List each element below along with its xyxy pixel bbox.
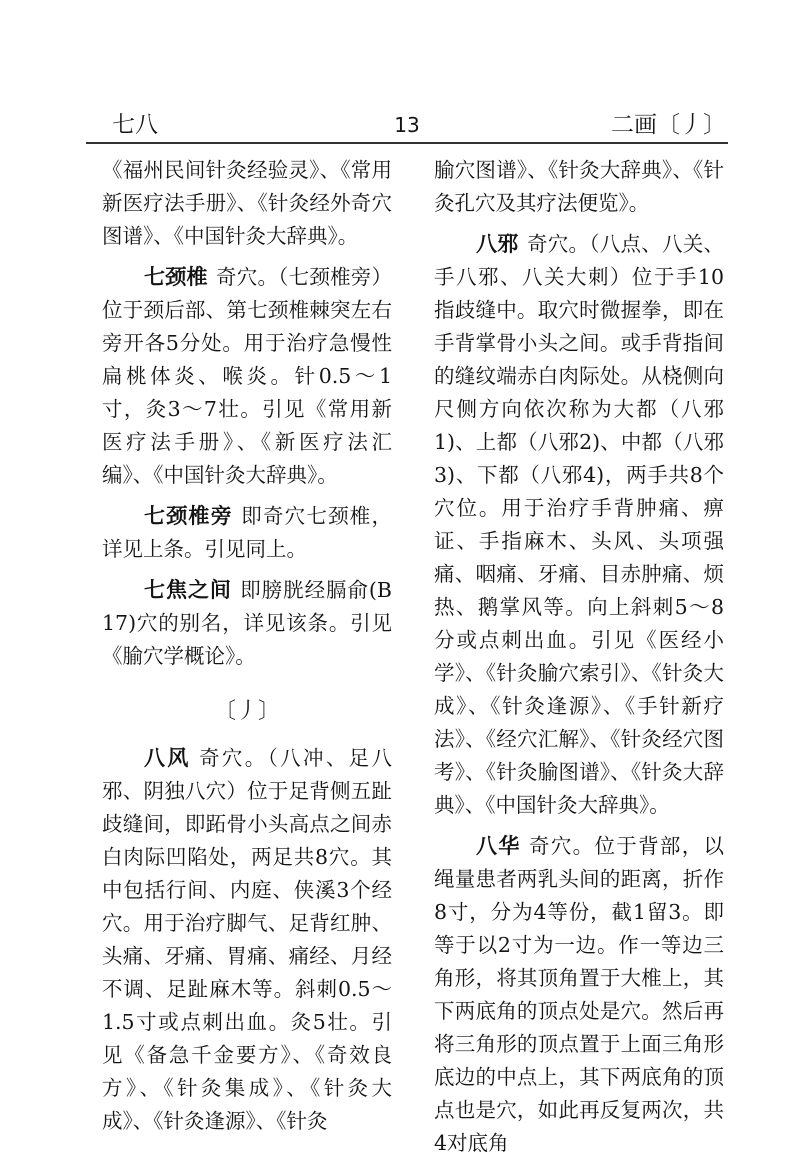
left-column [102, 154, 392, 1138]
entry-term: 八邪 [476, 232, 519, 256]
running-head-left: 七八 [112, 112, 158, 138]
entry-text: 奇穴。位于背部，以绳量患者两乳头间的距离，折作8寸，分为4等份，截1留3。即等于以2寸为一边。作一等边三角形，将其顶角置于大椎上，其下两底角的顶点处是穴。然后再将三角形的顶点置于上面三角形底边的中点上，其下两底角的顶点也是穴，如此再反复两次，共4对底角 [434, 834, 725, 1155]
continued-text: 《福州民间针灸经验灵》、《常用新医疗法手册》、《针灸经外奇穴图谱》、《中国针灸大辞典》。 [102, 158, 392, 248]
entry-bahua [434, 830, 724, 1160]
section-heading: 〔丿〕 [213, 699, 280, 724]
right-column [434, 154, 724, 1160]
entry-text: 奇穴。（八点、八关、手八邪、八关大刺）位于手10指歧缝中。取穴时微握拳，即在手背掌骨小头之间。或手背指间的缝纹端赤白肉际处。从桡侧向尺侧方向依次称为大都（八邪1)、上都（八邪2)、中都（八邪3)、下都（八邪4)，两手共8个穴位。用于治疗手背肿痛、痹证、手指麻木、头风、头项强痛、咽痛、牙痛、目赤肿痛、烦热、鹅掌风等。向上斜刺5～8分或点刺出血。引见《医经小学》、《针灸腧穴索引》、《针灸大成》、《针灸逢源》、《手针新疗法》、《经穴汇解》、《针灸经穴图考》、《针灸腧图谱》、《针灸大辞典》、《中国针灸大辞典》。 [434, 232, 725, 817]
page-number: 13 [394, 113, 420, 137]
entry-term: 八华 [476, 834, 521, 858]
entry-term: 七颈椎旁 [144, 504, 233, 528]
entry-qijingzhuipang [102, 500, 392, 566]
entry-text: 奇穴。（八冲、足八邪、阴独八穴）位于足背侧五趾歧缝间，即跖骨小头高点之间赤白肉际凹陷处，两足共8穴。其中包括行间、内庭、侠溪3个经穴。用于治疗脚气、足背红肿、头痛、牙痛、胃痛、痛经、月经不调、足趾麻木等。斜刺0.5～1.5寸或点刺出血。灸5壮。引见《备急千金要方》、《奇效良方》、《针灸集成》、《针灸大成》、《针灸逢源》、《针灸 [102, 746, 393, 1133]
entry-qijiaozhijian [102, 574, 392, 673]
running-head-right: 二画〔丿〕 [611, 112, 726, 138]
entry-term: 八风 [144, 746, 191, 770]
continued-text: 腧穴图谱》、《针灸大辞典》、《针灸孔穴及其疗法便览》。 [434, 158, 724, 215]
entry-text: 即膀胱经膈俞(B17)穴的别名，详见该条。引见《腧穴学概论》。 [102, 578, 392, 668]
entry-text: 奇穴。（七颈椎旁）位于颈后部、第七颈椎棘突左右旁开各5分处。用于治疗急慢性扁桃体炎、喉炎。针0.5～1寸，灸3～7壮。引见《常用新医疗法手册》、《新医疗法汇编》、《中国针灸大辞典》。 [102, 265, 393, 487]
entry-qijingzhui [102, 261, 392, 492]
page-header [86, 108, 728, 144]
entry-text: 即奇穴七颈椎，详见上条。引见同上。 [102, 504, 393, 561]
entry-term: 七颈椎 [144, 265, 208, 289]
entry-baxie [434, 228, 724, 822]
entry-bafeng [102, 742, 392, 1138]
entry-term: 七焦之间 [144, 578, 232, 602]
